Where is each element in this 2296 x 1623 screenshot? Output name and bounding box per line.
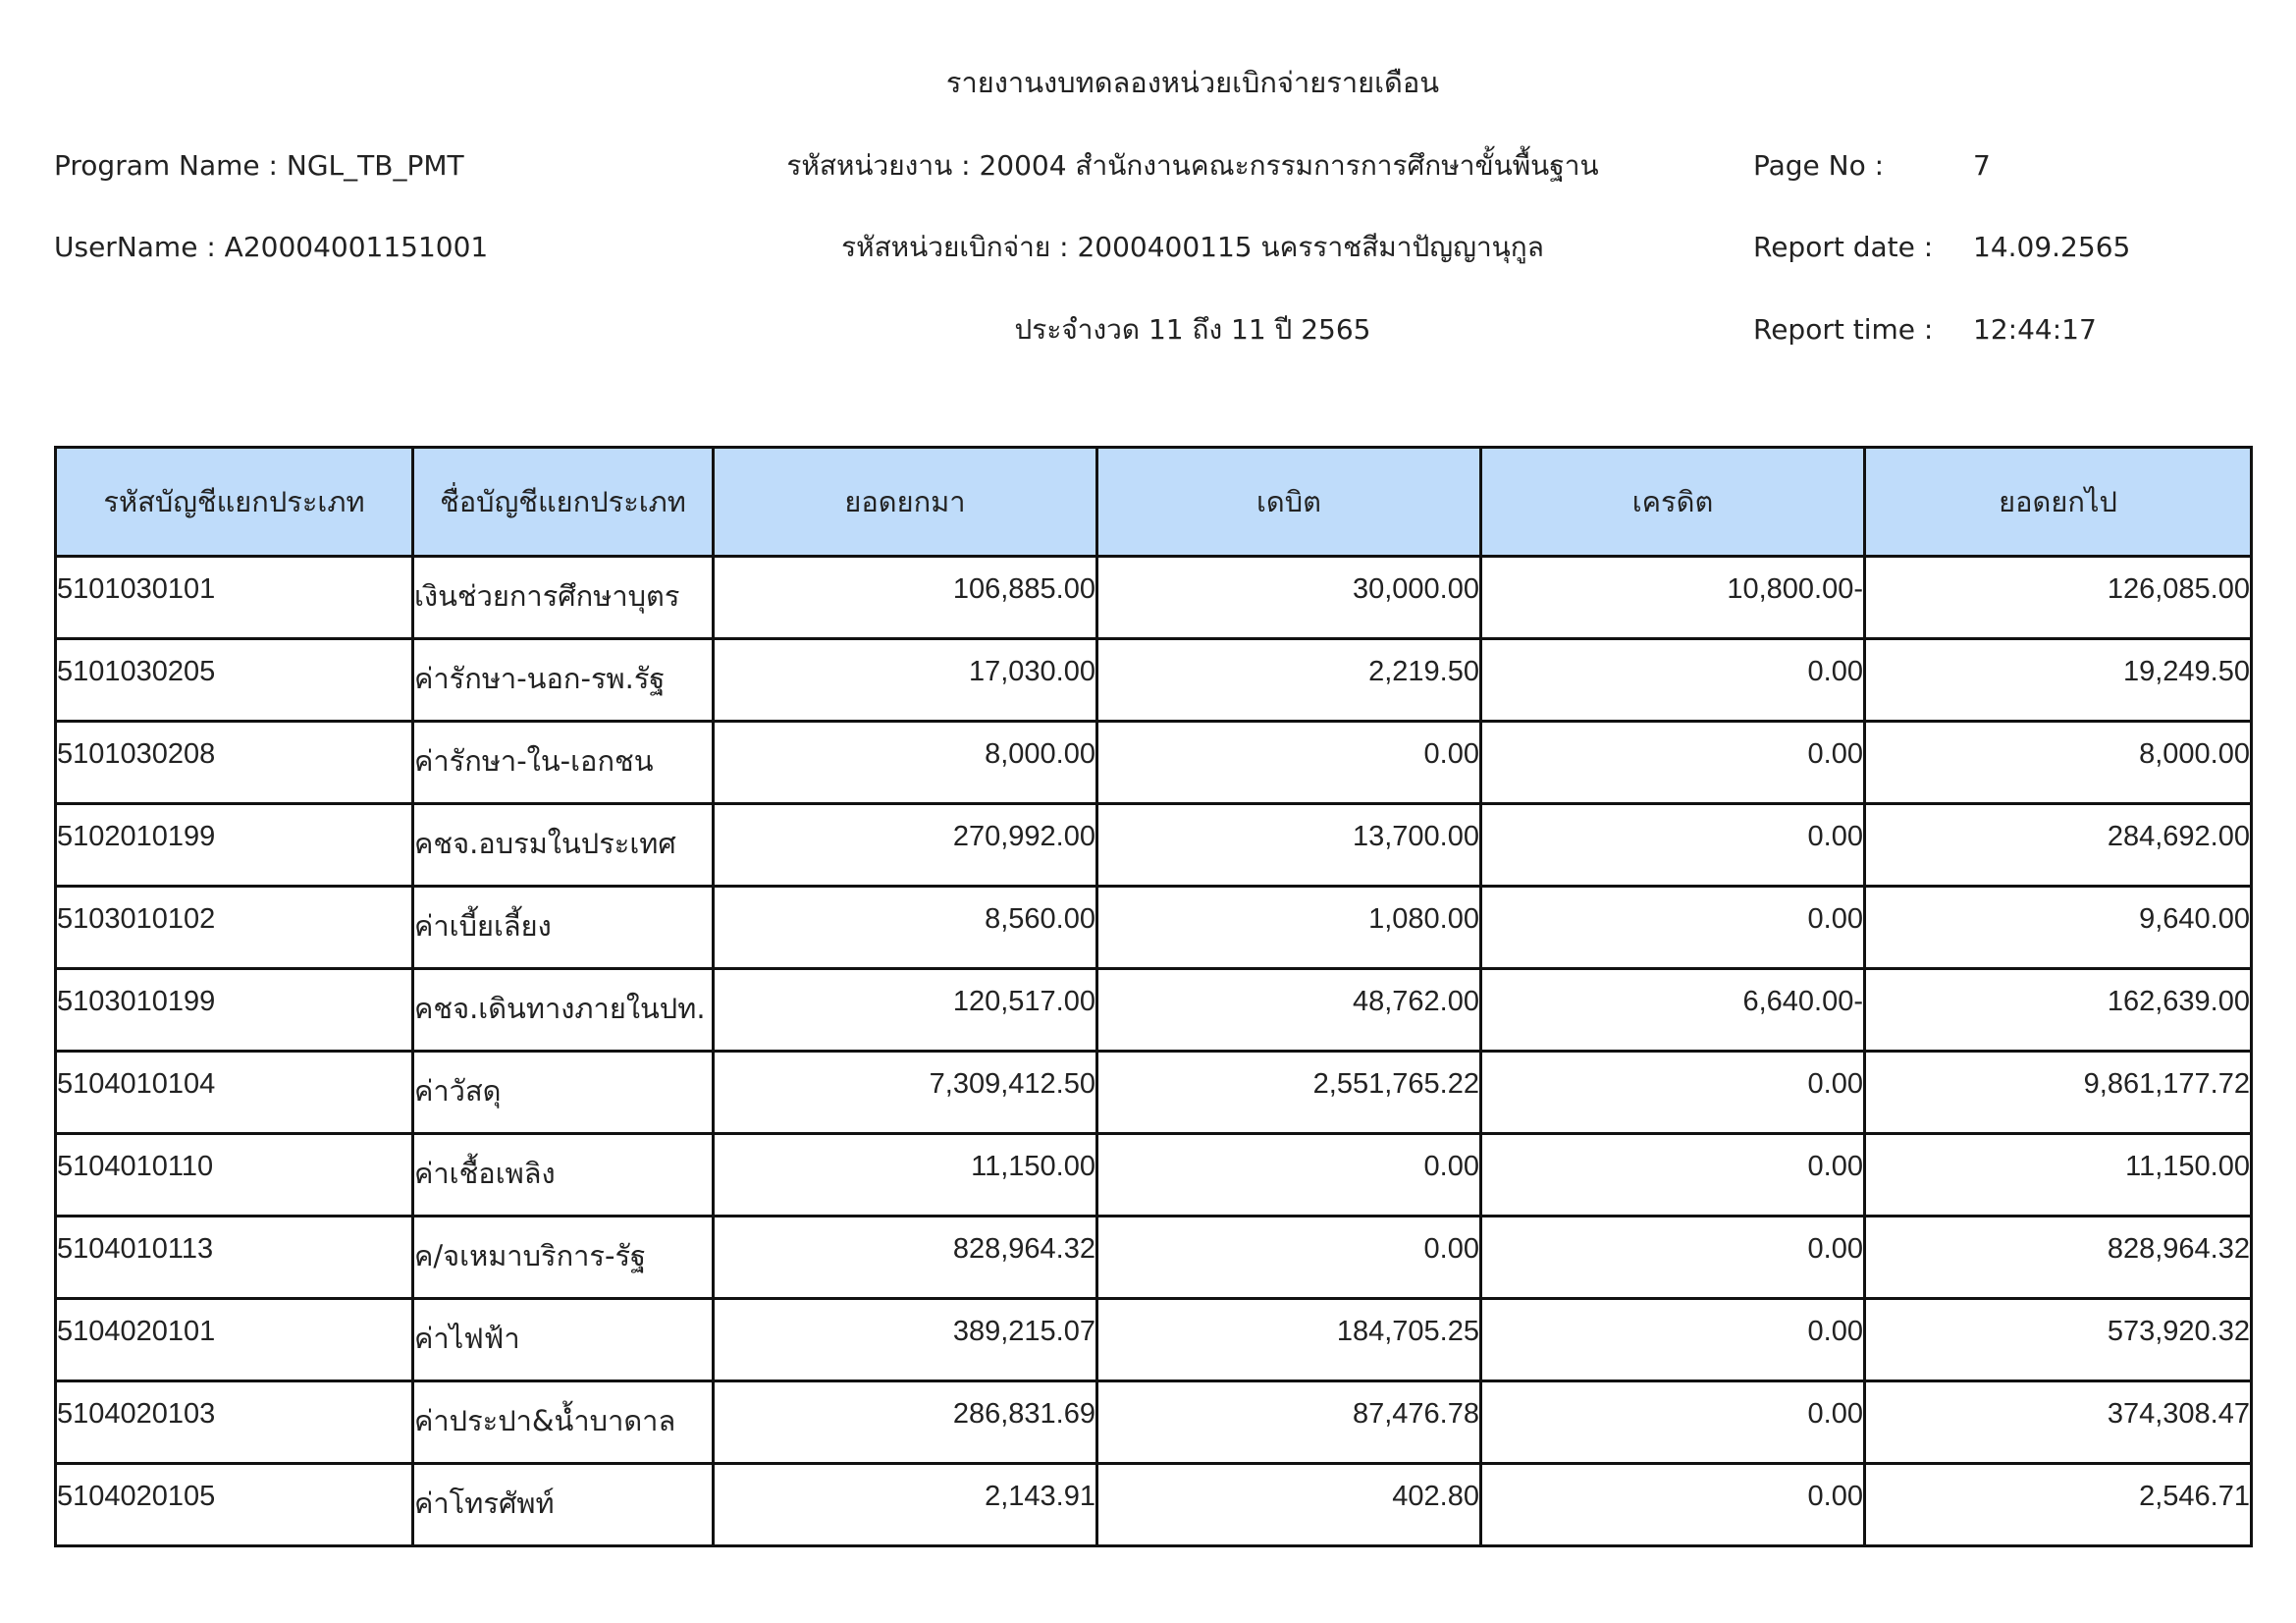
opening-balance-cell: 8,000.00 [714, 722, 1097, 804]
table-row [56, 804, 2252, 887]
table-header-row [56, 448, 2252, 557]
credit-cell: 0.00 [1481, 722, 1865, 804]
debit-cell: 1,080.00 [1097, 887, 1481, 969]
credit-cell: 6,640.00- [1481, 969, 1865, 1052]
opening-balance-cell: 389,215.07 [714, 1299, 1097, 1381]
username-label: UserName : [54, 231, 216, 263]
account-code-cell: 5103010199 [56, 969, 413, 1052]
account-name-cell: ค่ารักษา-นอก-รพ.รัฐ [413, 639, 714, 722]
header-credit: เครดิต [1481, 448, 1865, 557]
table-row [56, 557, 2252, 639]
opening-balance-cell: 286,831.69 [714, 1381, 1097, 1464]
account-name-cell: ค่ารักษา-ใน-เอกชน [413, 722, 714, 804]
agency-field [0, 149, 2296, 182]
closing-balance-cell: 284,692.00 [1865, 804, 2252, 887]
opening-balance-cell: 106,885.00 [714, 557, 1097, 639]
account-name-cell: ค/จเหมาบริการ-รัฐ [413, 1217, 714, 1299]
account-code-cell: 5104020103 [56, 1381, 413, 1464]
account-name-cell: คชจ.เดินทางภายในปท. [413, 969, 714, 1052]
credit-cell: 0.00 [1481, 1052, 1865, 1134]
credit-cell: 0.00 [1481, 1217, 1865, 1299]
credit-cell: 0.00 [1481, 639, 1865, 722]
account-name-cell: ค่าเชื้อเพลิง [413, 1134, 714, 1217]
opening-balance-cell: 828,964.32 [714, 1217, 1097, 1299]
credit-cell: 0.00 [1481, 1134, 1865, 1217]
disbursing-unit-field [0, 231, 2296, 263]
table-row [56, 639, 2252, 722]
table-row [56, 1217, 2252, 1299]
table-row [56, 1464, 2252, 1546]
closing-balance-cell: 9,640.00 [1865, 887, 2252, 969]
opening-balance-cell: 2,143.91 [714, 1464, 1097, 1546]
report-date-value: 14.09.2565 [1973, 231, 2131, 263]
debit-cell: 30,000.00 [1097, 557, 1481, 639]
closing-balance-cell: 126,085.00 [1865, 557, 2252, 639]
account-name-cell: ค่าเบี้ยเลี้ยง [413, 887, 714, 969]
credit-cell: 0.00 [1481, 1299, 1865, 1381]
disbursing-unit-value: 2000400115 นครราชสีมาปัญญานุกูล [1077, 231, 1544, 263]
debit-cell: 2,551,765.22 [1097, 1052, 1481, 1134]
opening-balance-cell: 270,992.00 [714, 804, 1097, 887]
account-code-cell: 5104020105 [56, 1464, 413, 1546]
debit-cell: 48,762.00 [1097, 969, 1481, 1052]
closing-balance-cell: 162,639.00 [1865, 969, 2252, 1052]
report-title: รายงานงบทดลองหน่วยเบิกจ่ายรายเดือน [945, 66, 1440, 99]
agency-label: รหัสหน่วยงาน : [786, 149, 971, 182]
header-closing-balance: ยอดยกไป [1865, 448, 2252, 557]
account-code-cell: 5101030205 [56, 639, 413, 722]
opening-balance-cell: 7,309,412.50 [714, 1052, 1097, 1134]
account-name-cell: เงินช่วยการศึกษาบุตร [413, 557, 714, 639]
page-no-value: 7 [1973, 149, 1991, 182]
closing-balance-cell: 374,308.47 [1865, 1381, 2252, 1464]
opening-balance-cell: 8,560.00 [714, 887, 1097, 969]
closing-balance-cell: 2,546.71 [1865, 1464, 2252, 1546]
account-name-cell: ค่าประปา&น้ำบาดาล [413, 1381, 714, 1464]
closing-balance-cell: 8,000.00 [1865, 722, 2252, 804]
account-code-cell: 5104010104 [56, 1052, 413, 1134]
account-code-cell: 5104020101 [56, 1299, 413, 1381]
credit-cell: 0.00 [1481, 1464, 1865, 1546]
header-account-code: รหัสบัญชีแยกประเภท [56, 448, 413, 557]
account-code-cell: 5102010199 [56, 804, 413, 887]
page-no-label: Page No : [1753, 149, 1885, 182]
closing-balance-cell: 828,964.32 [1865, 1217, 2252, 1299]
debit-cell: 0.00 [1097, 1134, 1481, 1217]
debit-cell: 184,705.25 [1097, 1299, 1481, 1381]
debit-cell: 0.00 [1097, 1217, 1481, 1299]
closing-balance-cell: 573,920.32 [1865, 1299, 2252, 1381]
closing-balance-cell: 19,249.50 [1865, 639, 2252, 722]
opening-balance-cell: 17,030.00 [714, 639, 1097, 722]
account-name-cell: ค่าไฟฟ้า [413, 1299, 714, 1381]
program-name-value: NGL_TB_PMT [286, 149, 464, 182]
account-code-cell: 5103010102 [56, 887, 413, 969]
credit-cell: 0.00 [1481, 804, 1865, 887]
debit-cell: 2,219.50 [1097, 639, 1481, 722]
table-row [56, 969, 2252, 1052]
report-date-label: Report date : [1753, 231, 1934, 263]
report-time-label: Report time : [1753, 313, 1934, 346]
debit-cell: 402.80 [1097, 1464, 1481, 1546]
credit-cell: 10,800.00- [1481, 557, 1865, 639]
trial-balance-table [54, 446, 2253, 1547]
account-code-cell: 5101030101 [56, 557, 413, 639]
account-name-cell: คชจ.อบรมในประเทศ [413, 804, 714, 887]
table-row [56, 1052, 2252, 1134]
header-debit: เดบิต [1097, 448, 1481, 557]
credit-cell: 0.00 [1481, 887, 1865, 969]
table-row [56, 1381, 2252, 1464]
table-row [56, 722, 2252, 804]
opening-balance-cell: 11,150.00 [714, 1134, 1097, 1217]
disbursing-unit-label: รหัสหน่วยเบิกจ่าย : [841, 231, 1069, 263]
username-value: A20004001151001 [224, 231, 489, 263]
closing-balance-cell: 11,150.00 [1865, 1134, 2252, 1217]
table-row [56, 1299, 2252, 1381]
account-name-cell: ค่าโทรศัพท์ [413, 1464, 714, 1546]
header-opening-balance: ยอดยกมา [714, 448, 1097, 557]
account-code-cell: 5104010110 [56, 1134, 413, 1217]
table-row [56, 887, 2252, 969]
opening-balance-cell: 120,517.00 [714, 969, 1097, 1052]
agency-value: 20004 สำนักงานคณะกรรมการการศึกษาขั้นพื้นฐาน [979, 149, 1599, 182]
debit-cell: 13,700.00 [1097, 804, 1481, 887]
header-account-name: ชื่อบัญชีแยกประเภท [413, 448, 714, 557]
table-row [56, 1134, 2252, 1217]
account-code-cell: 5101030208 [56, 722, 413, 804]
debit-cell: 0.00 [1097, 722, 1481, 804]
report-time-value: 12:44:17 [1973, 313, 2097, 346]
account-code-cell: 5104010113 [56, 1217, 413, 1299]
credit-cell: 0.00 [1481, 1381, 1865, 1464]
closing-balance-cell: 9,861,177.72 [1865, 1052, 2252, 1134]
debit-cell: 87,476.78 [1097, 1381, 1481, 1464]
program-name-label: Program Name : [54, 149, 278, 182]
report-period: ประจำงวด 11 ถึง 11 ปี 2565 [1014, 313, 1371, 346]
account-name-cell: ค่าวัสดุ [413, 1052, 714, 1134]
